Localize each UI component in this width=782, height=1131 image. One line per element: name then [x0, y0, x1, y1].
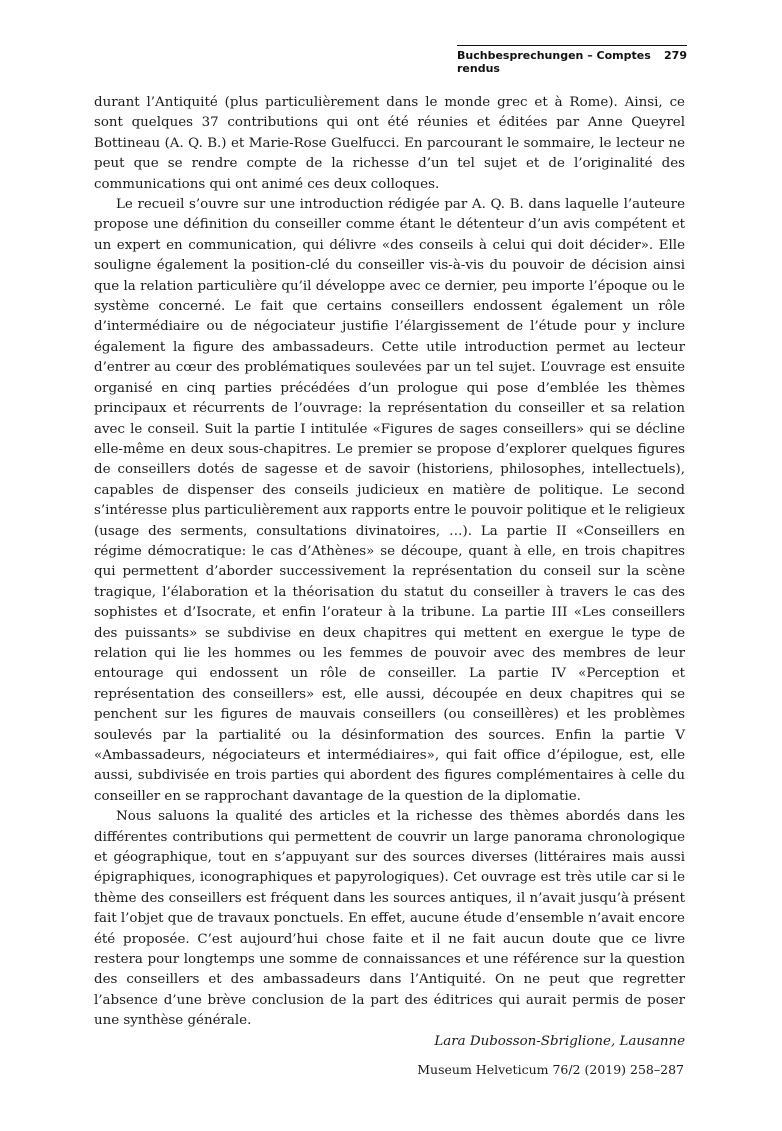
running-header	[457, 45, 687, 75]
review-body	[94, 93, 685, 1052]
reviewer-signature: Lara Dubosson-Sbriglione, Lausanne	[434, 1033, 685, 1049]
journal-citation: Museum Helveticum 76/2 (2019) 258–287	[417, 1062, 684, 1077]
section-title: Buchbesprechungen – Comptes rendus	[457, 49, 651, 75]
page-number: 279	[664, 49, 687, 62]
paragraph-evaluation: Nous saluons la qualité des articles et la richesse des thèmes abordés dans les différentes contributions qui permettent de couvrir un large panorama chronologique et géographique, tout en s’appuyant sur des sources diverses (littéraires mais aussi épigraphiques, iconographiques et papyrologiques). Cet ouvrage est très utile car si le thème des conseillers est fréquent dans les sources antiques, il n’avait jusqu’à présent fait l’objet que de travaux ponctuels. En effet, aucune étude d’ensemble n’avait encore été proposée. C’est aujourd’hui chose faite et il ne fait aucun doute que ce livre restera pour longtemps une somme de connaissances et une référence sur la question des conseillers et des ambassadeurs dans l’Antiquité. On ne peut que regretter l’absence d’une brève conclusion de la part des éditrices qui aurait permis de poser une synthèse générale.	[94, 809, 685, 1029]
paragraph-continued: durant l’Antiquité (plus particulièrement dans le monde grec et à Rome). Ainsi, ce sont quelques 37 contributions qui ont été réunies et éditées par Anne Queyrel Bottineau (A. Q. B.) et Marie-Rose Guelfucci. En parcourant le sommaire, le lecteur ne peut que se rendre compte de la richesse d’un tel sujet et de l’originalité des communications qui ont animé ces deux colloques.	[94, 95, 685, 192]
paragraph-summary: Le recueil s’ouvre sur une introduction rédigée par A. Q. B. dans laquelle l’auteure propose une définition du conseiller comme étant le détenteur d’un avis compétent et un expert en communication, qui délivre «des conseils à celui qui doit décider». Elle souligne également la position-clé du conseiller vis-à-vis du pouvoir de décision ainsi que la relation particulière qu’il développe avec ce dernier, peu importe l’époque ou le système concerné. Le fait que certains conseillers endossent également un rôle d’intermédiaire ou de négociateur justifie l’élargissement de l’étude pour y inclure également la figure des ambassadeurs. Cette utile introduction permet au lecteur d’entrer au cœur des problématiques soulevées par un tel sujet. L’ouvrage est ensuite organisé en cinq parties précédées d’un prologue qui pose d’emblée les thèmes principaux et récurrents de l’ouvrage: la représentation du conseiller et sa relation avec le conseil. Suit la partie I intitulée «Figures de sages conseillers» qui se décline elle-même en deux sous-chapitres. Le premier se propose d’explorer quelques figures de conseillers dotés de sagesse et de savoir (historiens, philosophes, intellectuels), capables de dispenser des conseils judicieux en matière de politique. Le second s’intéresse plus particulièrement aux rapports entre le pouvoir politique et le religieux (usage des serments, consultations divinatoires, …). La partie II «Conseillers en régime démocratique: le cas d’Athènes» se découpe, quant à elle, en trois chapitres qui permettent d’aborder successivement la représentation du conseil sur la scène tragique, l’élaboration et la théorisation du statut du conseiller à travers le cas des sophistes et d’Isocrate, et enfin l’orateur à la tribune. La partie III «Les conseillers des puissants» se subdivise en deux chapitres qui mettent en exergue le type de relation qui lie les hommes ou les femmes de pouvoir avec des membres de leur entourage qui endossent un rôle de conseiller. La partie IV «Perception et représentation des conseillers» est, elle aussi, découpée en deux chapitres qui se penchent sur les figures de mauvais conseillers (ou conseillères) et les problèmes soulevés par la partialité ou la désinformation des sources. Enfin la partie V «Ambassadeurs, négociateurs et intermédiaires», qui fait office d’épilogue, est, elle aussi, subdivisée en trois parties qui abordent des figures complémentaires à celle du conseiller en se rapprochant davantage de la question de la diplomatie.	[94, 197, 685, 804]
